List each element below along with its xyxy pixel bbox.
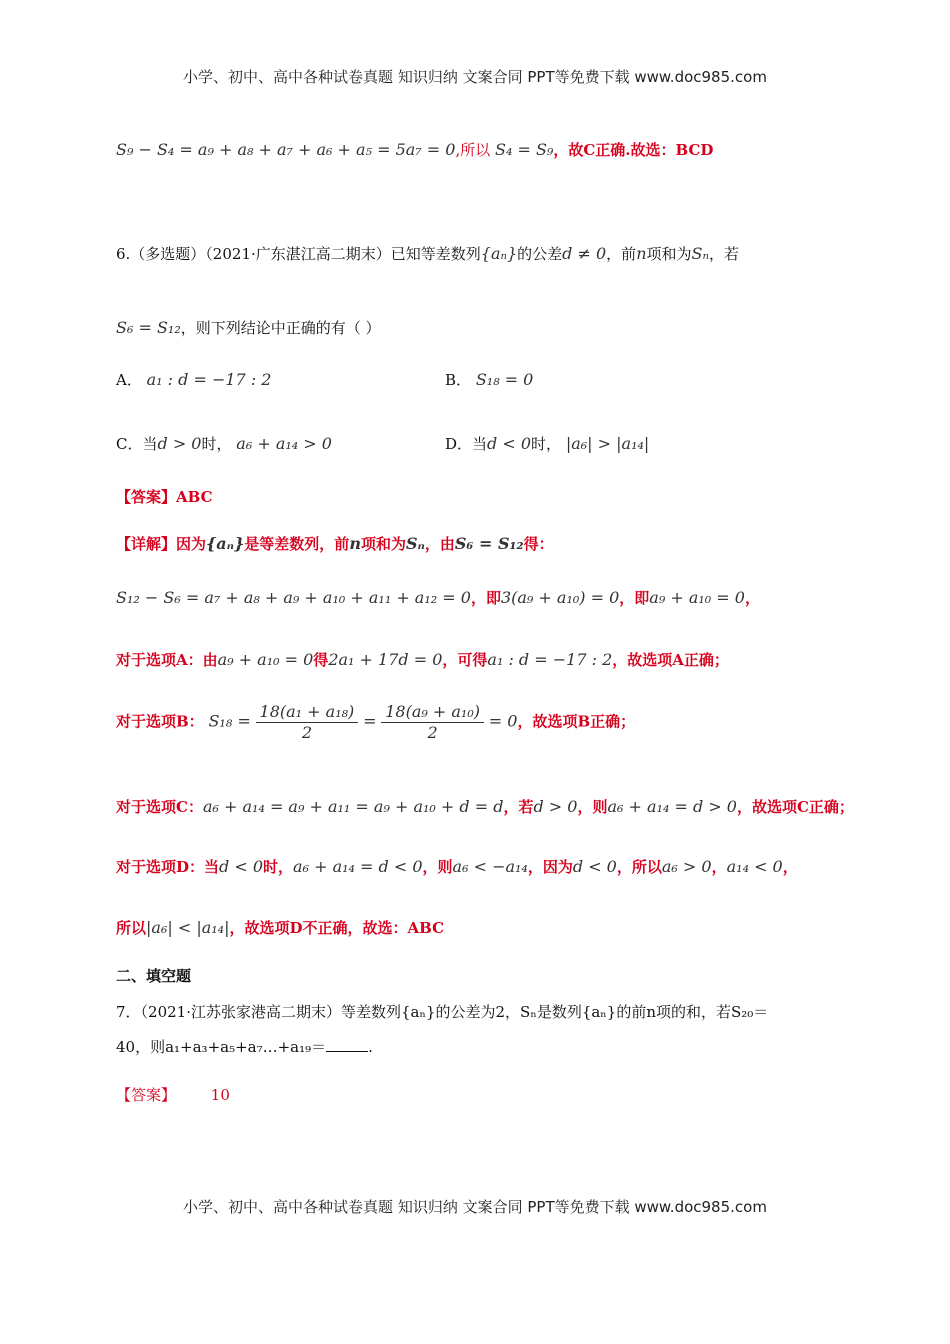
- q6-stem-line2: [116, 318, 381, 338]
- formula: n: [636, 244, 647, 263]
- q6-option-d: [445, 434, 649, 454]
- formula: a₆ < −a₁₄: [452, 857, 528, 876]
- text: 对于选项D：当: [116, 858, 220, 876]
- text: .: [368, 1038, 373, 1056]
- fraction: [256, 702, 359, 743]
- option-label: B．: [445, 371, 472, 389]
- formula: d < 0: [572, 857, 617, 876]
- q6-analysis-b: [116, 702, 635, 743]
- formula: S₄ = S₉: [495, 140, 554, 159]
- formula: a₆ + a₁₄ > 0: [236, 434, 332, 453]
- fraction: [381, 702, 484, 743]
- text: 【详解】因为: [116, 535, 207, 553]
- q7-answer: [116, 1085, 230, 1105]
- text: ，可得: [442, 651, 488, 669]
- text: 是等差数列，前: [244, 535, 350, 553]
- answer-blank: [326, 1037, 368, 1052]
- section-heading: 二、填空题: [116, 967, 192, 985]
- text: ，则下列结论中正确的有（ ）: [180, 319, 381, 337]
- formula: 2a₁ + 17d = 0: [328, 650, 443, 669]
- text: 6.（多选题）（2021·广东湛江高二期末）已知等差数列: [116, 245, 481, 263]
- formula: d < 0: [487, 434, 532, 453]
- text: 40，则a₁+a₃+a₅+a₇…+a₁₉＝: [116, 1038, 327, 1056]
- text: 对于选项C：: [116, 798, 203, 816]
- q6-detail-intro: [116, 534, 554, 554]
- formula: d ≠ 0: [562, 244, 607, 263]
- text: 得: [313, 651, 329, 669]
- q6-option-a: [116, 370, 271, 390]
- formula: a₉ + a₁₀ = 0: [217, 650, 314, 669]
- q6-stem-line1: [116, 244, 739, 264]
- text: 时，: [263, 858, 294, 876]
- option-label: C．当: [116, 435, 158, 453]
- formula: d > 0: [533, 797, 578, 816]
- formula: |a₆| > |a₁₄|: [565, 434, 650, 453]
- text: ，若: [708, 245, 739, 263]
- formula: S₁₈ = 0: [475, 370, 534, 389]
- q7-stem-line2: [116, 1037, 373, 1057]
- text: 得：: [523, 535, 554, 553]
- text: 所以: [116, 919, 147, 937]
- formula: {aₙ}: [206, 534, 245, 553]
- text: 项和为: [646, 245, 692, 263]
- text: ，: [782, 858, 798, 876]
- formula: d > 0: [157, 434, 202, 453]
- text: 项和为: [360, 535, 406, 553]
- formula: S₁₂ − S₆ = a₇ + a₈ + a₉ + a₁₀ + a₁₁ + a₁₂ = 0: [116, 588, 471, 607]
- formula: a₆ + a₁₄ = d > 0: [607, 797, 737, 816]
- text: ，: [711, 858, 727, 876]
- text: ，即: [470, 589, 501, 607]
- q6-option-b: [445, 370, 533, 390]
- formula: = 0: [488, 711, 518, 731]
- text: 【答案】: [116, 1086, 177, 1104]
- numerator: 18(a₉ + a₁₀): [381, 702, 484, 723]
- formula: S₆ = S₁₂: [116, 318, 181, 337]
- formula: a₆ + a₁₄ = a₉ + a₁₁ = a₉ + a₁₀ + d = d: [202, 797, 504, 816]
- formula: S₁₈ =: [208, 711, 251, 731]
- answer-value: 10: [210, 1086, 230, 1104]
- text: ,所以: [455, 141, 491, 159]
- page-footer: 小学、初中、高中各种试卷真题 知识归纳 文案合同 PPT等免费下载 www.doc985.com: [183, 1198, 767, 1216]
- text: ，即: [619, 589, 650, 607]
- formula: Sₙ: [405, 534, 425, 553]
- q6-analysis-a: [116, 650, 729, 670]
- q6-derivation-line: [116, 588, 760, 608]
- denominator: 2: [301, 723, 312, 742]
- text: ，则: [577, 798, 608, 816]
- formula: a₆ + a₁₄ = d < 0: [293, 857, 423, 876]
- formula: a₁ : d = −17 : 2: [146, 370, 272, 389]
- text: 对于选项B：: [116, 712, 204, 731]
- formula: |a₆| < |a₁₄|: [146, 918, 230, 937]
- text: ，故选项D不正确，故选：ABC: [229, 919, 445, 937]
- text: ，由: [424, 535, 455, 553]
- prev-solution-line: [116, 140, 713, 160]
- text: ，所以: [616, 858, 662, 876]
- formula: {aₙ}: [480, 244, 518, 263]
- formula: Sₙ: [691, 244, 709, 263]
- text: ，故选项C正确；: [736, 798, 854, 816]
- q6-analysis-d: [116, 857, 798, 877]
- q6-conclusion: [116, 918, 444, 938]
- q6-analysis-c: [116, 797, 854, 817]
- formula: 3(a₉ + a₁₀) = 0: [500, 588, 620, 607]
- numerator: 18(a₁ + a₁₈): [256, 702, 359, 723]
- formula: a₁ : d = −17 : 2: [487, 650, 613, 669]
- formula: =: [363, 711, 377, 731]
- text: 的公差: [517, 245, 563, 263]
- text: ，则: [422, 858, 453, 876]
- text: 对于选项A：由: [116, 651, 218, 669]
- formula: S₆ = S₁₂: [454, 534, 524, 553]
- formula: a₉ + a₁₀ = 0: [649, 588, 745, 607]
- formula: S₉ − S₄ = a₉ + a₈ + a₇ + a₆ + a₅ = 5a₇ = 0: [116, 140, 456, 159]
- formula: n: [349, 534, 361, 553]
- text: ，若: [503, 798, 534, 816]
- option-label: D．当: [445, 435, 488, 453]
- page-header: 小学、初中、高中各种试卷真题 知识归纳 文案合同 PPT等免费下载 www.doc985.com: [183, 68, 767, 86]
- text: ，因为: [527, 858, 573, 876]
- denominator: 2: [427, 723, 438, 742]
- q6-option-c: [116, 434, 332, 454]
- text: ，故选项A正确；: [612, 651, 729, 669]
- option-label: A．: [116, 371, 142, 389]
- q7-stem-line1: 7．（2021·江苏张家港高二期末）等差数列{aₙ}的公差为2，Sₙ是数列{aₙ}的前n项的和，若S₂₀＝: [116, 1003, 769, 1021]
- formula: d < 0: [219, 857, 264, 876]
- q6-answer: 【答案】ABC: [116, 488, 213, 506]
- text: ，前: [606, 245, 637, 263]
- text: ，故选项B正确；: [517, 712, 636, 731]
- text: ，故C正确.故选：BCD: [553, 141, 714, 159]
- formula: a₁₄ < 0: [726, 857, 783, 876]
- text: ，: [744, 589, 760, 607]
- formula: a₆ > 0: [661, 857, 712, 876]
- text: 时，: [201, 435, 232, 453]
- text: 时，: [531, 435, 562, 453]
